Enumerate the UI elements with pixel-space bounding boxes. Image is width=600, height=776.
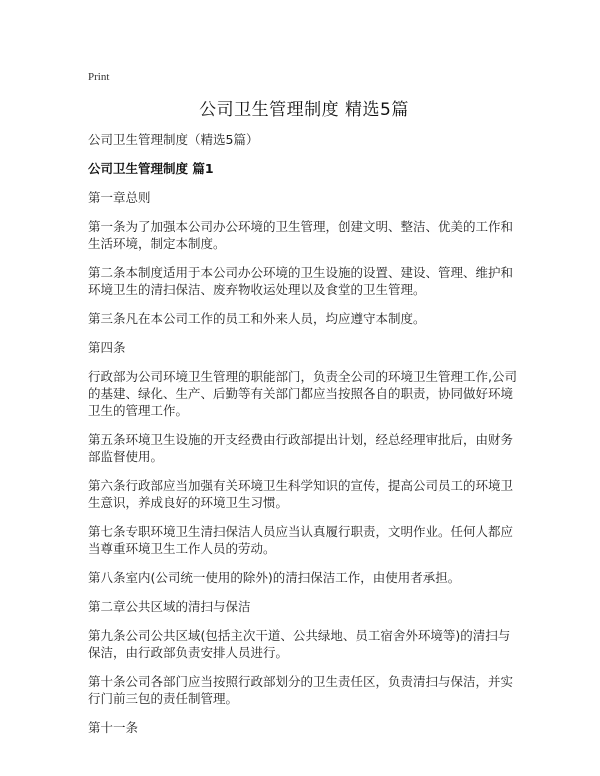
article-paragraph: 第七条专职环境卫生清扫保洁人员应当认真履行职责，文明作业。任何人都应当尊重环境卫生工作人员的劳动。 [88,524,514,556]
article-paragraph: 行政部为公司环境卫生管理的职能部门，负责全公司的环境卫生管理工作,公司的基建、绿化、生产、后勤等有关部门都应当按照各自的职责，协同做好环境卫生的管理工作。 [88,369,517,418]
article-paragraph: 第九条公司公共区域(包括主次干道、公共绿地、员工宿舍外环境等)的清扫与保洁，由行政部负责安排人员进行。 [88,628,511,660]
article-paragraph: 第十一条 [88,720,139,735]
chapter-heading: 第一章总则 [88,190,151,205]
document-subtitle: 公司卫生管理制度（精选5篇） [88,132,259,147]
print-label[interactable]: Print [88,71,110,83]
article-paragraph: 第四条 [88,340,126,355]
document-body [88,131,520,748]
article-paragraph: 第二条本制度适用于本公司办公环境的卫生设施的设置、建设、管理、维护和环境卫生的清扫保洁、废弃物收运处理以及食堂的卫生管理。 [88,265,514,297]
section-heading: 公司卫生管理制度 篇1 [88,161,214,176]
document-title: 公司卫生管理制度 精选5篇 [199,100,409,120]
article-paragraph: 第五条环境卫生设施的开支经费由行政部提出计划，经总经理审批后，由财务部监督使用。 [88,432,514,464]
article-paragraph: 第六条行政部应当加强有关环境卫生科学知识的宣传，提高公司员工的环境卫生意识，养成良好的环境卫生习惯。 [88,478,514,510]
article-paragraph: 第一条为了加强本公司办公环境的卫生管理，创建文明、整洁、优美的工作和生活环境，制定本制度。 [88,219,514,251]
chapter-heading: 第二章公共区域的清扫与保洁 [88,599,251,614]
article-paragraph: 第三条凡在本公司工作的员工和外来人员，均应遵守本制度。 [88,311,426,326]
article-paragraph: 第八条室内(公司统一使用的除外)的清扫保洁工作，由使用者承担。 [88,570,461,585]
article-paragraph: 第十条公司各部门应当按照行政部划分的卫生责任区，负责清扫与保洁，并实行门前三包的责任制管理。 [88,674,514,706]
